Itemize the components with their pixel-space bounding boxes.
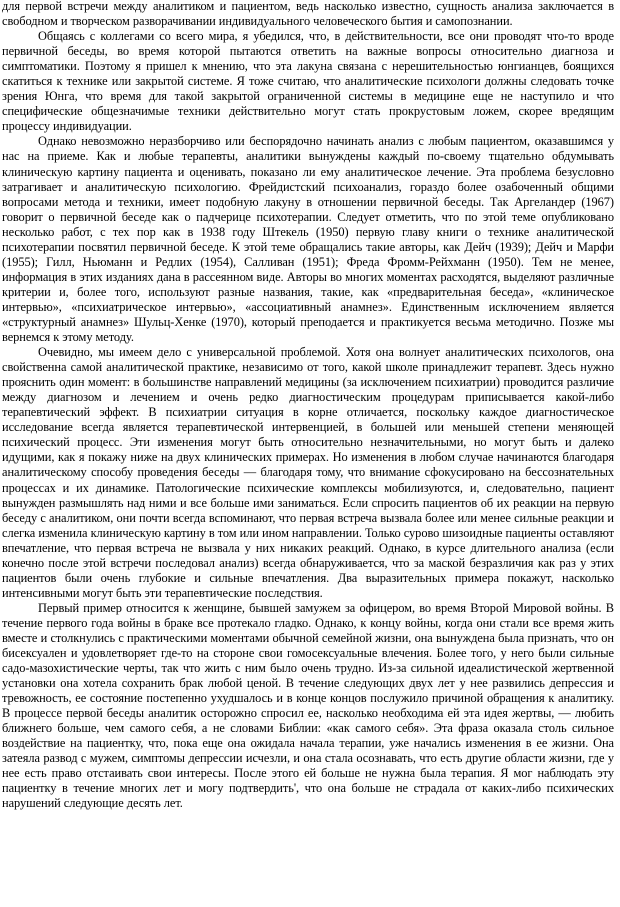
paragraph-4: Очевидно, мы имеем дело с универсальной проблемой. Хотя она волнует аналитических психологов, она свойственна самой аналитической практике, независимо от того, какой школе принадлежит терапевт. Здесь нужно прояснить один момент: в большинстве направлений медицины (за исключением психиатрии) проводится различие между диагнозом и лечением и очень редко диагностическим процедурам приписывается какой-либо терапевтический эффект. В психиатрии ситуация в корне отличается, поскольку каждое диагностическое исследование всегда является терапевтической интервенцией, в большей или меньшей степени меняющей психический процесс. Эти изменения могут быть относительно незначительными, но могут быть и далеко идущими, как я покажу ниже на двух клинических примерах. Но изменения в любом случае начинаются благодаря аналитическому способу проведения беседы — благодаря тому, что внимание сфокусировано на бессознательных процессах и их динамике. Патологические психические комплексы мобилизуются, и, следовательно, пациент вынужден размышлять над ними и все больше ими заниматься. Если спросить пациентов об их реакции на первую беседу с аналитиком, они почти всегда вспоминают, что первая встреча вызвала более или менее сильные реакции и слегка изменила клиническую картину в том или ином направлении. Только сурово шизоидные пациенты оставляют впечатление, что первая встреча не вызвала у них никаких реакций. Однако, в курсе длительного анализа (если конечно после этой встречи последовал анализ) всегда обнаруживается, что за маской безразличия как раз у этих пациентов были очень глубокие и сильные впечатления. Два выразительных примера покажут, насколько интенсивными могут быть эти терапевтические последствия. [2,345,614,600]
paragraph-1: для первой встречи между аналитиком и пациентом, ведь насколько известно, сущность анализа заключается в свободном и творческом разворачивании индивидуального человеческого бытия и самопознании. [2,0,614,29]
paragraph-3: Однако невозможно неразборчиво или беспорядочно начинать анализ с любым пациентом, оказавшимся у нас на приеме. Как и любые терапевты, аналитики вынуждены каждый по-своему тщательно обдумывать клиническую картину пациента и оценивать, показано ли ему аналитическое лечение. Эта проблема безусловно затрагивает и аналитическую психологию. Фрейдистский психоанализ, гораздо более озабоченный общими вопросами метода и техники, имеет подобную лакуну в отношении первичной беседы. Так Аргеландер (1967) говорит о первичной беседе как о падчерице психотерапии. Следует отметить, что по этой теме опубликовано несколько работ, с тех пор как в 1938 году Штекель (1950) первую главу книги о технике аналитической психотерапии посвятил первичной беседе. К этой теме обращались такие авторы, как Дейч (1939); Дейч и Марфи (1955); Гилл, Ньюманн и Редлих (1954), Салливан (1951); Фреда Фромм-Рейхманн (1950). Тем не менее, информация в этих изданиях дана в рассеянном виде. Авторы во многих моментах расходятся, выделяют различные критерии и, более того, используют разные названия, такие, как «предварительная беседа», «клиническое интервью», «психиатрическое интервью», «ассоциативный анамнез». Единственным исключением является «структурный анамнез» Шульц-Хенке (1970), который преподается и практикуется весьма методично. Позже мы вернемся к этому методу. [2,134,614,345]
document-page [2,0,614,812]
paragraph-2: Общаясь с коллегами со всего мира, я убедился, что, в действительности, все они проводят что-то вроде первичной беседы, во время которой пытаются ответить на важные вопросы относительно диагноза и симптоматики. Поэтому я пришел к мнению, что эта лакуна связана с нерешительностью юнгианцев, боящихся скатиться к технике или закрытой системе. Я тоже считаю, что аналитические психологи должны следовать точке зрения Юнга, что время для такой закрытой ограниченной системы в медицине еще не наступило и что специфические общезначимые техники действительно могут стать прокрустовым ложем, скорее вредящим процессу индивидуации. [2,29,614,134]
paragraph-5: Первый пример относится к женщине, бывшей замужем за офицером, во время Второй Мировой войны. В течение первого года войны в браке все протекало гладко. Однако, к концу войны, когда они стали все время жить вместе и столкнулись с практическими моментами обычной семейной жизни, она вынуждена была признать, что он бисексуален и удовлетворяет где-то на стороне свои гомосексуальные влечения. Более того, у него были сильные садо-мазохистические черты, так что жить с ним было очень трудно. Из-за сильной идеалистической жертвенной установки она хотела сохранить брак любой ценой. В течение следующих двух лет у нее развились депрессия и тревожность, ее состояние постепенно ухудшалось и в конце концов послужило причиной обращения к аналитику. В процессе первой беседы аналитик осторожно спросил ее, насколько необходима ей эта идея жертвы, — любить ближнего больше, чем самого себя, а не словами Библии: «как самого себя». Эта фраза оказала столь сильное воздействие на пациентку, что, пока еще она ожидала начала терапии, уже начались изменения в ее жизни. Она затеяла развод с мужем, симптомы депрессии исчезли, и она стала осознавать, что есть другие области жизни, где у нее есть право отстаивать свои интересы. После этого ей больше не нужна была терапия. Я мог наблюдать эту пациентку в течение многих лет и могу подтвердить', что она больше не страдала от каких-либо психических нарушений следующие десять лет. [2,600,614,811]
